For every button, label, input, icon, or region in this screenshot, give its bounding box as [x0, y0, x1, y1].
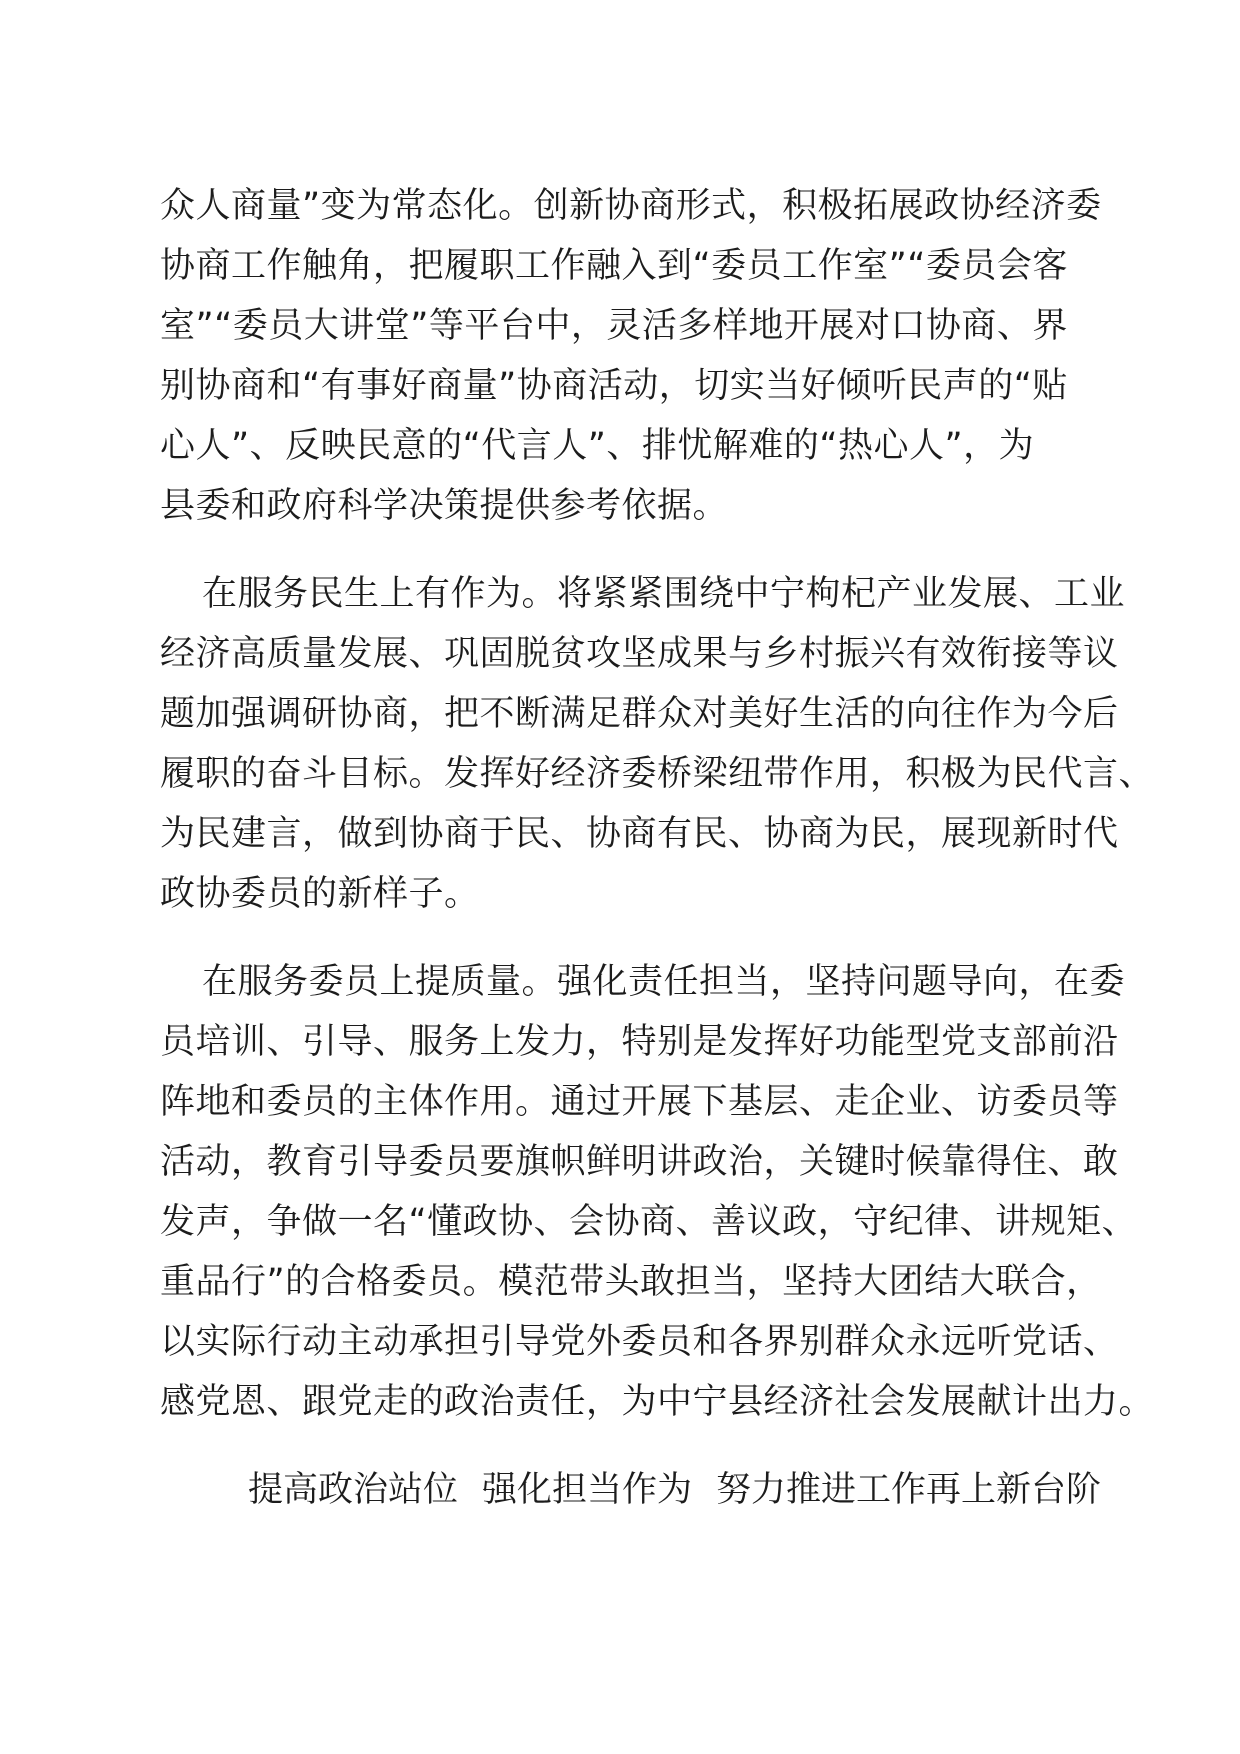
paragraph-3-line-4: 活动，教育引导委员要旗帜鲜明讲政治，关键时候靠得住、敢 — [160, 1142, 1119, 1182]
paragraph-3-line-5: 发声，争做一名“懂政协、会协商、善议政，守纪律、讲规矩、 — [160, 1202, 1138, 1242]
paragraph-2-line-2: 经济高质量发展、巩固脱贫攻坚成果与乡村振兴有效衔接等议 — [160, 634, 1119, 674]
heading-part-1: 提高政治站位 — [248, 1470, 459, 1510]
paragraph-2-line-3: 题加强调研协商，把不断满足群众对美好生活的向往作为今后 — [160, 694, 1119, 734]
paragraph-3-line-3: 阵地和委员的主体作用。通过开展下基层、走企业、访委员等 — [160, 1082, 1119, 1122]
paragraph-1-line-5: 心人”、反映民意的“代言人”、排忧解难的“热心人”，为 — [160, 426, 1035, 466]
paragraph-1-line-6: 县委和政府科学决策提供参考依据。 — [160, 486, 729, 526]
heading-part-3: 努力推进工作再上新台阶 — [716, 1470, 1102, 1510]
paragraph-2-line-6: 政协委员的新样子。 — [160, 874, 480, 914]
paragraph-3-line-8: 感党恩、跟党走的政治责任，为中宁县经济社会发展献计出力。 — [160, 1382, 1155, 1422]
paragraph-2-line-1: 在服务民生上有作为。将紧紧围绕中宁枸杞产业发展、工业 — [202, 574, 1126, 614]
heading-part-2: 强化担当作为 — [482, 1470, 693, 1510]
paragraph-3-line-7: 以实际行动主动承担引导党外委员和各界别群众永远听党话、 — [160, 1322, 1119, 1362]
paragraph-2-line-4: 履职的奋斗目标。发挥好经济委桥梁纽带作用，积极为民代言、 — [160, 754, 1155, 794]
section-heading — [248, 1464, 1101, 1516]
paragraph-3-line-2: 员培训、引导、服务上发力，特别是发挥好功能型党支部前沿 — [160, 1022, 1119, 1062]
paragraph-1-line-2: 协商工作触角，把履职工作融入到“委员工作室”“委员会客 — [160, 246, 1068, 286]
paragraph-2-line-5: 为民建言，做到协商于民、协商有民、协商为民，展现新时代 — [160, 814, 1119, 854]
paragraph-1-line-1: 众人商量”变为常态化。创新协商形式，积极拓展政协经济委 — [160, 186, 1102, 226]
paragraph-1-line-4: 别协商和“有事好商量”协商活动，切实当好倾听民声的“贴 — [160, 366, 1068, 406]
paragraph-3-line-6: 重品行”的合格委员。模范带头敢担当，坚持大团结大联合， — [160, 1262, 1102, 1302]
paragraph-3-line-1: 在服务委员上提质量。强化责任担当，坚持问题导向，在委 — [202, 962, 1126, 1002]
paragraph-1-line-3: 室”“委员大讲堂”等平台中，灵活多样地开展对口协商、界 — [160, 306, 1068, 346]
